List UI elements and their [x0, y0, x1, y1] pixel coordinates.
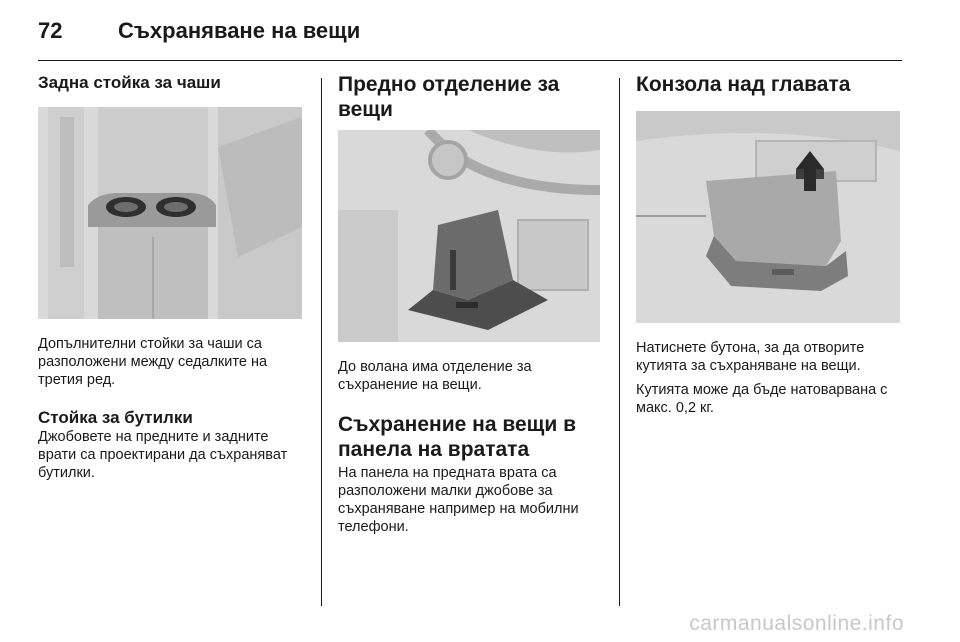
illustration-overhead-console	[636, 111, 900, 323]
paragraph-rear-cupholder: Допълнителни стойки за чаши са разположени между седалките на третия ред.	[38, 336, 268, 388]
column-divider-2	[619, 78, 620, 606]
column-front-storage	[338, 72, 602, 536]
column-overhead-console	[636, 72, 904, 417]
illustration-rear-cupholder	[38, 107, 302, 319]
header-divider	[38, 60, 902, 61]
subheading-bottle-holder: Стойка за бутилки	[38, 408, 193, 427]
section-heading-rear-cupholder: Задна стойка за чаши	[38, 73, 221, 92]
section-heading-overhead-console: Конзола над главата	[636, 73, 851, 96]
column-divider-1	[321, 78, 322, 606]
paragraph-overhead-console-load: Кутията може да бъде натоварвана с макс. 0,2 кг.	[636, 382, 888, 416]
watermark: carmanualsonline.info	[689, 612, 904, 635]
column-rear-cupholder	[38, 72, 306, 482]
paragraph-door-storage: На панела на предната врата са разположени малки джобове за съхраняване например на мобилни телефони.	[338, 465, 579, 535]
section-heading-door-storage: Съхранение на вещи в панела на вратата	[338, 413, 577, 461]
page-title: Съхраняване на вещи	[118, 18, 361, 43]
paragraph-bottle-holder: Джобовете на предните и задните врати са проектирани да съхраняват бутилки.	[38, 429, 288, 481]
paragraph-front-storage: До волана има отделение за съхранение на вещи.	[338, 359, 532, 393]
page-number: 72	[38, 18, 63, 43]
section-heading-front-storage: Предно отделение за вещи	[338, 73, 560, 121]
paragraph-overhead-console-open: Натиснете бутона, за да отворите кутията за съхраняване на вещи.	[636, 340, 865, 374]
illustration-front-storage	[338, 130, 600, 342]
page-header	[38, 14, 902, 58]
